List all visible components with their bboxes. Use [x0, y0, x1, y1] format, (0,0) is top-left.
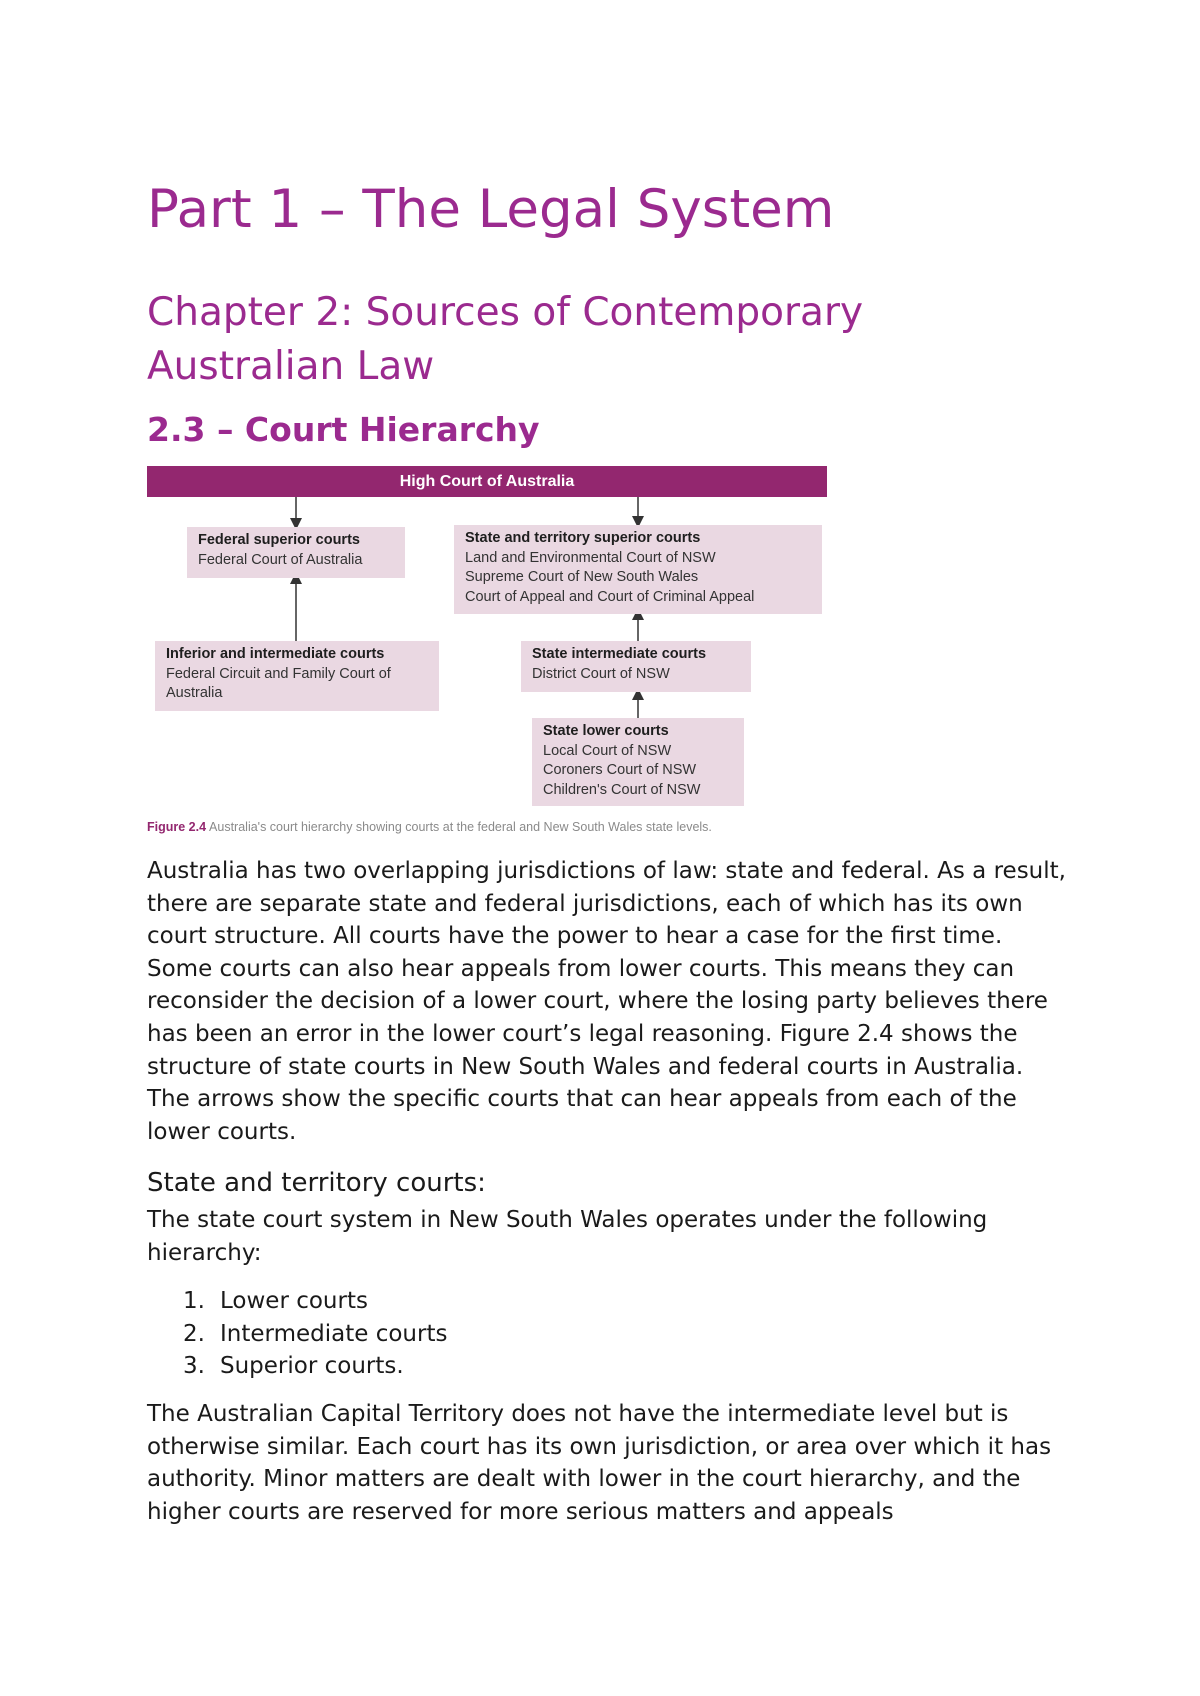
paragraph-act: The Australian Capital Territory does not have the intermediate level but is otherwise similar. Each court has its own jurisdiction, or area over which it has authority. Minor matters are dealt with lower in the court hierarchy, and the higher courts are reserved for more serious matters and appeals — [147, 1401, 1052, 1525]
box-line: Local Court of NSW — [543, 742, 672, 759]
box-heading: Federal superior courts — [198, 532, 360, 548]
court-hierarchy-figure — [147, 466, 827, 836]
high-court-bar: High Court of Australia — [147, 466, 827, 497]
list-text: Lower courts — [220, 1288, 368, 1314]
box-line: Australia — [166, 685, 223, 701]
chapter-title: Chapter 2: Sources of Contemporary Australian Law — [147, 290, 864, 389]
subheading-state-territory-courts: State and territory courts: — [147, 1168, 486, 1198]
list-number: 2. — [183, 1320, 205, 1347]
box-line: Court of Appeal and Court of Criminal Appeal — [465, 588, 755, 605]
box-line: Federal Court of Australia — [198, 551, 363, 568]
box-line: Coroners Court of NSW — [543, 762, 697, 778]
list-item — [147, 1350, 447, 1383]
list-item — [147, 1318, 447, 1351]
box-line: District Court of NSW — [532, 665, 670, 682]
state-intermediate-courts-box — [521, 641, 751, 692]
inferior-intermediate-courts-box — [155, 641, 439, 711]
box-heading: Inferior and intermediate courts — [166, 646, 385, 662]
box-line: Land and Environmental Court of NSW — [465, 549, 716, 566]
list-number: 1. — [183, 1288, 205, 1314]
paragraph-state-system: The state court system in New South Wales operates under the following hierarchy: — [147, 1207, 988, 1266]
part-title: Part 1 – The Legal System — [147, 179, 835, 240]
paragraph-jurisdictions: Australia has two overlapping jurisdictions of law: state and federal. As a result, there are separate state and federal jurisdictions, each of which has its own court structure. All courts have the power to hear a case for the first time. Some courts can also hear appeals from lower courts. This means they can reconsider the decision of a lower court, where the losing party believes there has been an error in the lower court’s legal reasoning. Figure 2.4 shows the structure of state courts in New South Wales and federal courts in Australia. The arrows show the specific courts that can hear appeals from each of the lower courts. — [147, 858, 1066, 1145]
box-heading: State intermediate courts — [532, 646, 707, 662]
list-number: 3. — [183, 1353, 205, 1380]
federal-superior-courts-box — [187, 527, 405, 578]
list-item — [147, 1285, 447, 1318]
box-line: Supreme Court of New South Wales — [465, 569, 699, 585]
box-heading: State and territory superior courts — [465, 530, 701, 546]
section-title: 2.3 – Court Hierarchy — [147, 410, 540, 449]
state-superior-courts-box — [454, 525, 822, 614]
figure-caption-text: Australia's court hierarchy showing courts at the federal and New South Wales state levels. — [209, 820, 712, 834]
box-line: Children's Court of NSW — [543, 781, 701, 798]
box-line: Federal Circuit and Family Court of — [166, 665, 391, 682]
list-text: Intermediate courts — [220, 1320, 448, 1347]
figure-caption-label: Figure 2.4 — [147, 820, 207, 834]
list-text: Superior courts. — [220, 1353, 404, 1380]
hierarchy-list — [147, 1285, 447, 1383]
box-heading: State lower courts — [543, 723, 669, 739]
state-lower-courts-box — [532, 718, 744, 806]
figure-caption — [147, 820, 712, 834]
